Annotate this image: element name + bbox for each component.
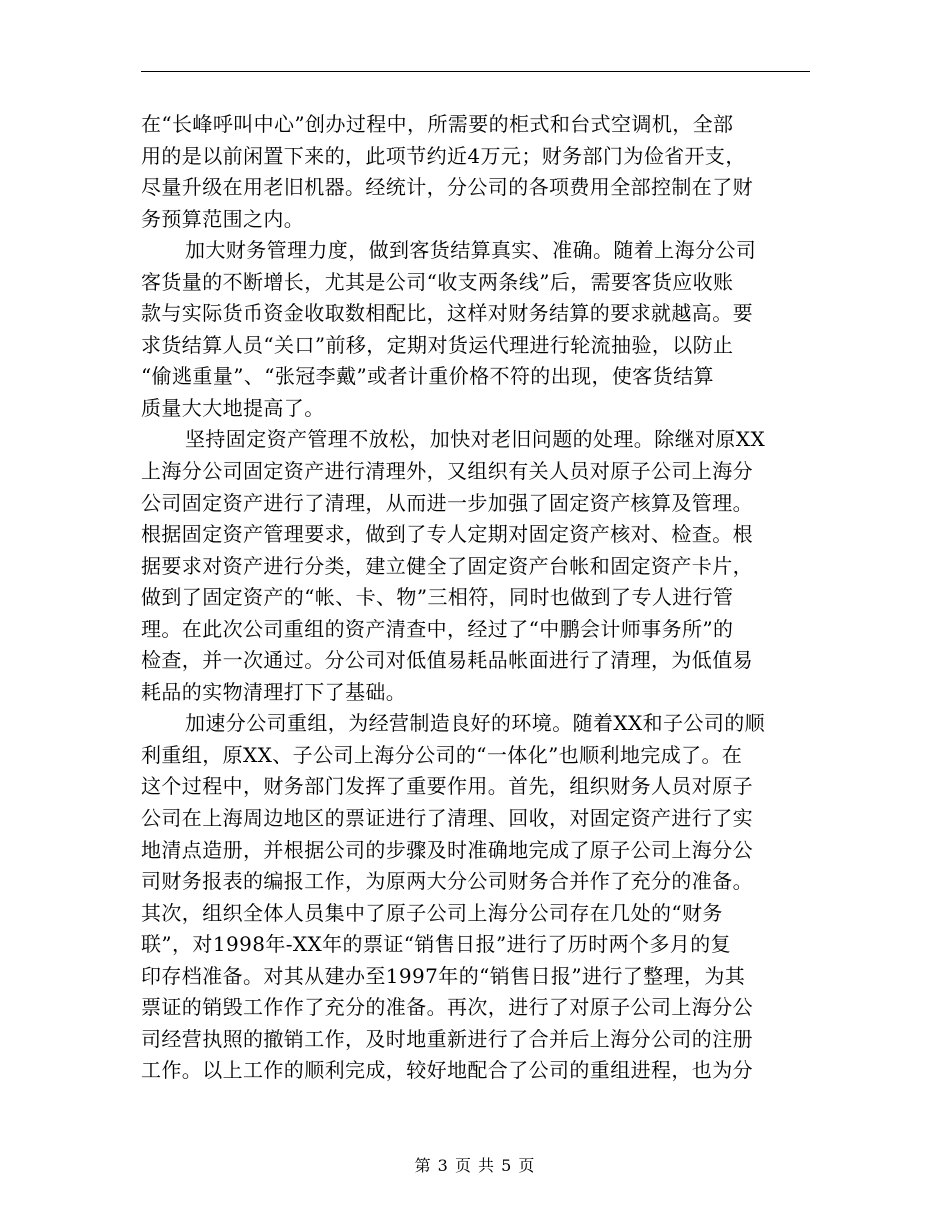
- text-line: 坚持固定资产管理不放松，加快对老旧问题的处理。除继对原XX: [185, 427, 766, 452]
- text-line: 质量大大地提高了。: [141, 395, 325, 420]
- text-line: 这个过程中，财务部门发挥了重要作用。首先，组织财务人员对原子: [141, 774, 753, 799]
- paragraph-1: [141, 109, 803, 235]
- text-line: 款与实际货币资金收取数相配比，这样对财务结算的要求就越高。要: [141, 301, 753, 326]
- text-line: 印存档准备。对其从建办至1997年的“销售日报”进行了整理，为其: [141, 963, 746, 988]
- text-line: 公司固定资产进行了清理，从而进一步加强了固定资产核算及管理。: [141, 490, 753, 515]
- text-line: 地清点造册，并根据公司的步骤及时准确地完成了原子公司上海分公: [141, 837, 753, 862]
- header-rule: [141, 71, 810, 72]
- text-line: 加速分公司重组，为经营制造良好的环境。随着XX和子公司的顺: [185, 711, 766, 736]
- paragraph-3: [141, 424, 803, 708]
- text-line: 其次，组织全体人员集中了原子公司上海分公司存在几处的“财务: [141, 900, 723, 925]
- text-line: 司财务报表的编报工作，为原两大分公司财务合并作了充分的准备。: [141, 869, 753, 894]
- paragraph-4: [141, 708, 803, 1087]
- text-line: 做到了固定资产的“帐、卡、物”三相符，同时也做到了专人进行管: [141, 585, 734, 610]
- text-line: 加大财务管理力度，做到客货结算真实、准确。随着上海分公司: [185, 238, 757, 263]
- text-line: 求货结算人员“关口”前移，定期对货运代理进行轮流抽验，以防止: [141, 332, 734, 357]
- text-line: 用的是以前闲置下来的，此项节约近4万元；财务部门为俭省开支，: [141, 143, 746, 168]
- page-number-footer: 第 3 页 共 5 页: [414, 1156, 536, 1175]
- text-line: 在“长峰呼叫中心”创办过程中，所需要的柜式和台式空调机，全部: [141, 112, 734, 136]
- text-line: 务预算范围之内。: [141, 206, 305, 231]
- text-line: 尽量升级在用老旧机器。经统计，分公司的各项费用全部控制在了财: [141, 175, 753, 200]
- text-line: 工作。以上工作的顺利完成，较好地配合了公司的重组进程，也为分: [141, 1058, 753, 1083]
- text-line: 公司在上海周边地区的票证进行了清理、回收，对固定资产进行了实: [141, 806, 753, 831]
- paragraph-2: [141, 235, 803, 424]
- text-line: “偷逃重量”、“张冠李戴”或者计重价格不符的出现，使客货结算: [141, 364, 714, 389]
- text-line: 据要求对资产进行分类，建立健全了固定资产台帐和固定资产卡片，: [141, 553, 753, 578]
- text-line: 耗品的实物清理打下了基础。: [141, 679, 407, 704]
- text-line: 上海分公司固定资产进行清理外，又组织有关人员对原子公司上海分: [141, 459, 753, 484]
- text-line: 根据固定资产管理要求，做到了专人定期对固定资产核对、检查。根: [141, 522, 753, 547]
- text-line: 票证的销毁工作作了充分的准备。再次，进行了对原子公司上海分公: [141, 995, 753, 1020]
- text-line: 利重组，原XX、子公司上海分公司的“一体化”也顺利地完成了。在: [141, 742, 743, 767]
- text-line: 司经营执照的撤销工作，及时地重新进行了合并后上海分公司的注册: [141, 1026, 753, 1051]
- document-body: [141, 109, 803, 1087]
- text-line: 联”，对1998年-XX年的票证“销售日报”进行了历时两个多月的复: [141, 932, 732, 957]
- text-line: 检查，并一次通过。分公司对低值易耗品帐面进行了清理，为低值易: [141, 648, 753, 673]
- text-line: 理。在此次公司重组的资产清查中，经过了“中鹏会计师事务所”的: [141, 616, 734, 641]
- text-line: 客货量的不断增长，尤其是公司“收支两条线”后，需要客货应收账: [141, 269, 734, 294]
